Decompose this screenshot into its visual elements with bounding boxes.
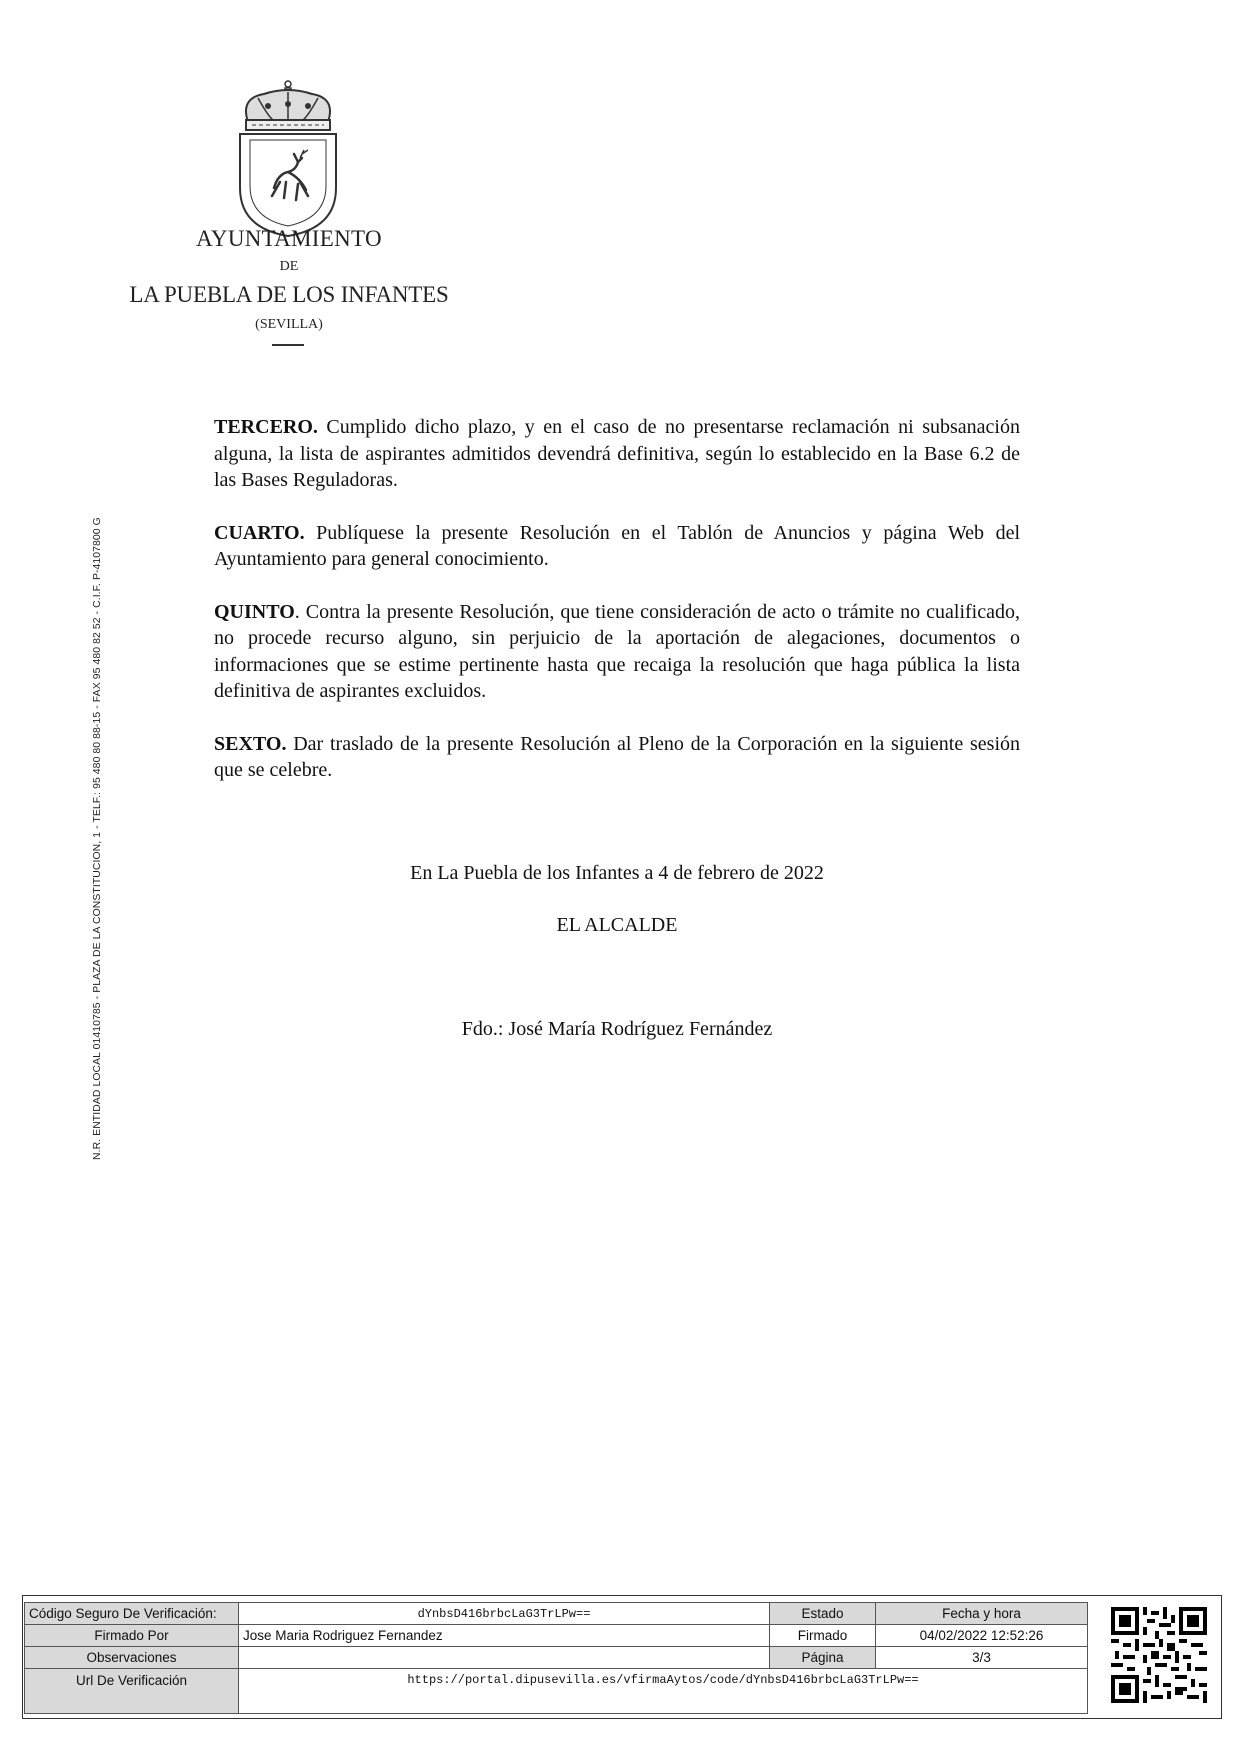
table-row xyxy=(25,1669,1088,1714)
date-line: En La Puebla de los Infantes a 4 de febrero de 2022 xyxy=(410,862,824,884)
observaciones-label: Observaciones xyxy=(25,1647,239,1669)
paragraph-text: Dar traslado de la presente Resolución al Pleno de la Corporación en la siguiente sesión que se celebre. xyxy=(214,732,1020,781)
letterhead-de: DE xyxy=(279,259,299,274)
paragraph-lead: QUINTO xyxy=(214,600,295,623)
paragraph-lead: SEXTO. xyxy=(214,732,287,755)
paragraph-lead: TERCERO. xyxy=(214,416,318,438)
csv-label: Código Seguro De Verificación: xyxy=(25,1603,239,1625)
qr-code-icon xyxy=(1111,1607,1207,1703)
fecha-label: Fecha y hora xyxy=(876,1603,1088,1625)
letterhead-province: (SEVILLA) xyxy=(255,317,323,332)
paragraph-text: . Contra la presente Resolución, que tiene consideración de acto o trámite no cualificado, no procede recurso alguno, sin perjuicio de la aportación de alegaciones, documentos o informaciones que se estime pertinente hasta que recaiga la resolución que haga pública la lista definitiva de aspirantes excluidos. xyxy=(214,600,1020,702)
firmado-por-value: Jose Maria Rodriguez Fernandez xyxy=(239,1625,770,1647)
pagina-value: 3/3 xyxy=(876,1647,1088,1669)
table-row xyxy=(25,1647,1088,1669)
fecha-value: 04/02/2022 12:52:26 xyxy=(876,1625,1088,1647)
letterhead-town: LA PUEBLA DE LOS INFANTES xyxy=(129,282,449,307)
pagina-label: Página xyxy=(770,1647,876,1669)
url-value[interactable]: https://portal.dipusevilla.es/vfirmaAytos/code/dYnbsD416brbcLaG3TrLPw== xyxy=(239,1669,1088,1714)
document-body xyxy=(214,414,1020,810)
paragraph-cuarto xyxy=(214,520,1020,573)
estado-label: Estado xyxy=(770,1603,876,1625)
firmado-por-label: Firmado Por xyxy=(25,1625,239,1647)
paragraph-sexto xyxy=(214,731,1020,784)
municipal-crest-icon xyxy=(228,78,348,238)
url-label: Url De Verificación xyxy=(25,1669,239,1714)
paragraph-quinto xyxy=(214,599,1020,705)
estado-value: Firmado xyxy=(770,1625,876,1647)
letterhead-name: AYUNTAMIENTO xyxy=(196,226,382,251)
table-row xyxy=(25,1603,1088,1625)
letterhead-rule xyxy=(272,344,304,346)
table-row xyxy=(25,1625,1088,1647)
signature-line: Fdo.: José María Rodríguez Fernández xyxy=(461,1018,773,1040)
paragraph-lead: CUARTO. xyxy=(214,521,305,544)
paragraph-text: Cumplido dicho plazo, y en el caso de no presentarse reclamación ni subsanación alguna, la lista de aspirantes admitidos devendrá definitiva, según lo establecido en la Base 6.2 de las Bases Reguladoras. xyxy=(214,416,1020,491)
side-registry-text: N.R. ENTIDAD LOCAL 01410785 - PLAZA DE LA CONSTITUCION, 1 - TELF.: 95 480 80 88-15 - FAX 95 480 82 52 - C.I.F. P-4107800 G xyxy=(92,517,103,1160)
signatory-title: EL ALCALDE xyxy=(556,914,678,936)
observaciones-value xyxy=(239,1647,770,1669)
paragraph-tercero xyxy=(214,414,1020,494)
paragraph-text: Publíquese la presente Resolución en el Tablón de Anuncios y página Web del Ayuntamiento para general conocimiento. xyxy=(214,521,1020,570)
csv-value: dYnbsD416brbcLaG3TrLPw== xyxy=(239,1603,770,1625)
verification-table xyxy=(24,1602,1088,1714)
